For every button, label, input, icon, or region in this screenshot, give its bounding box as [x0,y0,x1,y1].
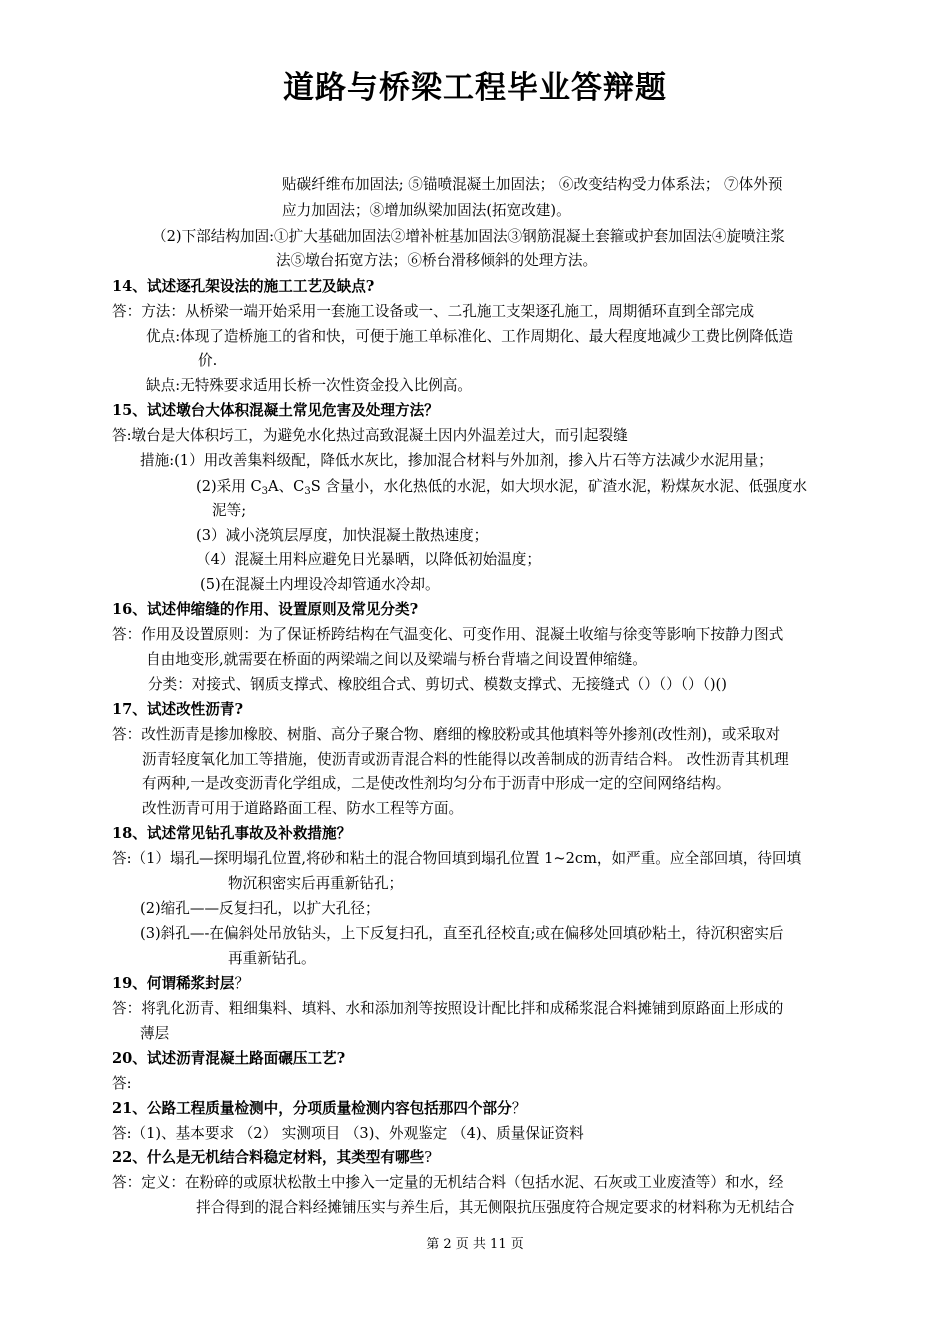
answer-line: 答：方法：从桥梁一端开始采用一套施工设备或一、二孔施工支架逐孔施工，周期循环直到全部完成 [112,303,755,320]
question-heading: 17、试述改性沥青? [112,701,244,718]
text-line: （4）混凝土用料应避免日光暴晒，以降低初始温度； [196,551,541,568]
question-heading: 20、试述沥青混凝土路面碾压工艺? [112,1050,346,1067]
formula-text: (2)采用 C [196,478,262,495]
question-text: 21、公路工程质量检测中，分项质量检测内容包括那四个部分 [112,1100,512,1117]
text-line: 有两种,一是改变沥青化学组成，二是使改性剂均匀分布于沥青中形成一定的空间网络结构。 [142,775,731,792]
text-line: （2)下部结构加固:①扩大基础加固法②增补桩基加固法③钢筋混凝土套箍或护套加固法④旋喷注浆 [152,228,785,245]
answer-line: 答：作用及设置原则：为了保证桥跨结构在气温变化、可变作用、混凝土收缩与徐变等影响下按静力图式 [112,626,784,643]
answer-line: 答：改性沥青是掺加橡胶、树脂、高分子聚合物、磨细的橡胶粉或其他填料等外掺剂(改性剂)，或采取对 [112,726,781,743]
question-mark: ？ [511,1100,527,1117]
question-heading: 18、试述常见钻孔事故及补救措施？ [112,825,352,842]
subscript: 3 [261,486,269,497]
formula-line [196,477,807,497]
question-heading: 16、试述伸缩缝的作用、设置原则及常见分类? [112,601,419,618]
answer-line: 答: [112,1075,132,1092]
text-line: 贴碳纤维布加固法; ⑤锚喷混凝土加固法； ⑥改变结构受力体系法； ⑦体外预 [282,176,783,193]
text-line: 措施:(1）用改善集料级配，降低水灰比，掺加混合材料与外加剂，掺入片石等方法减少水泥用量； [140,452,773,469]
question-text: 22、什么是无机结合料稳定材料，其类型有哪些 [112,1149,425,1166]
subscript: 3 [304,486,311,497]
text-line: 再重新钻孔。 [228,950,316,967]
text-line: (5)在混凝土内埋设冷却管通水冷却。 [200,576,440,593]
text-line: (3）减小浇筑层厚度，加快混凝土散热速度； [196,527,489,544]
formula-text: A、C [268,478,305,495]
question-heading: 14、试述逐孔架设法的施工工艺及缺点? [112,278,375,295]
text-line: 拌合得到的混合料经摊铺压实与养生后，其无侧限抗压强度符合规定要求的材料称为无机结合 [196,1199,795,1216]
question-heading [112,1099,526,1119]
text-line: (3)斜孔—-在偏斜处吊放钻头，上下反复扫孔，直至孔径校直;或在偏移处回填砂粘土，待沉积密实后 [140,925,784,942]
question-heading [112,974,249,994]
text-line: 应力加固法；⑧增加纵梁加固法(拓宽改建)。 [282,202,571,219]
question-mark: ? [424,1149,433,1166]
answer-line: 答:（1）塌孔—探明塌孔位置,将砂和粘土的混合物回填到塌孔位置 1~2cm，如严重。应全部回填，待回填 [112,850,802,867]
text-line: 法⑤墩台拓宽方法；⑥桥台滑移倾斜的处理方法。 [276,252,598,269]
question-mark: ？ [234,975,250,992]
answer-line: 答:墩台是大体积圬工，为避免水化热过高致混凝土因内外温差过大，而引起裂缝 [112,427,628,444]
answer-line: 答:（1)、基本要求 （2） 实测项目 （3)、外观鉴定 （4)、质量保证资料 [112,1125,584,1142]
page-footer: 第 2 页 共 11 页 [426,1237,524,1252]
text-line: 薄层 [140,1025,170,1042]
answer-line: 答：将乳化沥青、粗细集料、填料、水和添加剂等按照设计配比拌和成稀浆混合料摊铺到原路面上形成的 [112,1000,784,1017]
question-heading: 15、试述墩台大体积混凝土常见危害及处理方法？ [112,402,439,419]
text-line: 物沉积密实后再重新钻孔； [228,875,404,892]
text-line: 价. [198,352,218,369]
text-line: 缺点:无特殊要求适用长桥一次性资金投入比例高。 [146,377,472,394]
text-line: 优点:体现了造桥施工的省和快，可便于施工单标准化、工作周期化、最大程度地减少工费比例降低造 [146,328,794,345]
text-line: 自由地变形,就需要在桥面的两梁端之间以及梁端与桥台背墙之间设置伸缩缝。 [146,651,647,668]
answer-line: 答：定义：在粉碎的或原状松散土中掺入一定量的无机结合料（包括水泥、石灰或工业废渣等）和水，经 [112,1174,784,1191]
text-line: 沥青轻度氧化加工等措施，使沥青或沥青混合料的性能得以改善制成的沥青结合料。 改性沥青其机理 [142,751,789,768]
text-line: (2)缩孔——反复扫孔，以扩大孔径； [140,900,380,917]
question-text: 19、何谓稀浆封层 [112,975,235,992]
page-title: 道路与桥梁工程毕业答辩题 [283,70,667,106]
text-line: 泥等; [212,502,247,519]
formula-text: S 含量小，水化热低的水泥，如大坝水泥，矿渣水泥，粉煤灰水泥、低强度水 [310,478,807,495]
text-line: 改性沥青可用于道路路面工程、防水工程等方面。 [142,800,464,817]
question-heading [112,1148,432,1168]
text-line: 分类：对接式、钢质支撑式、橡胶组合式、剪切式、模数支撑式、无接缝式（）（）（）（)() [148,676,727,693]
